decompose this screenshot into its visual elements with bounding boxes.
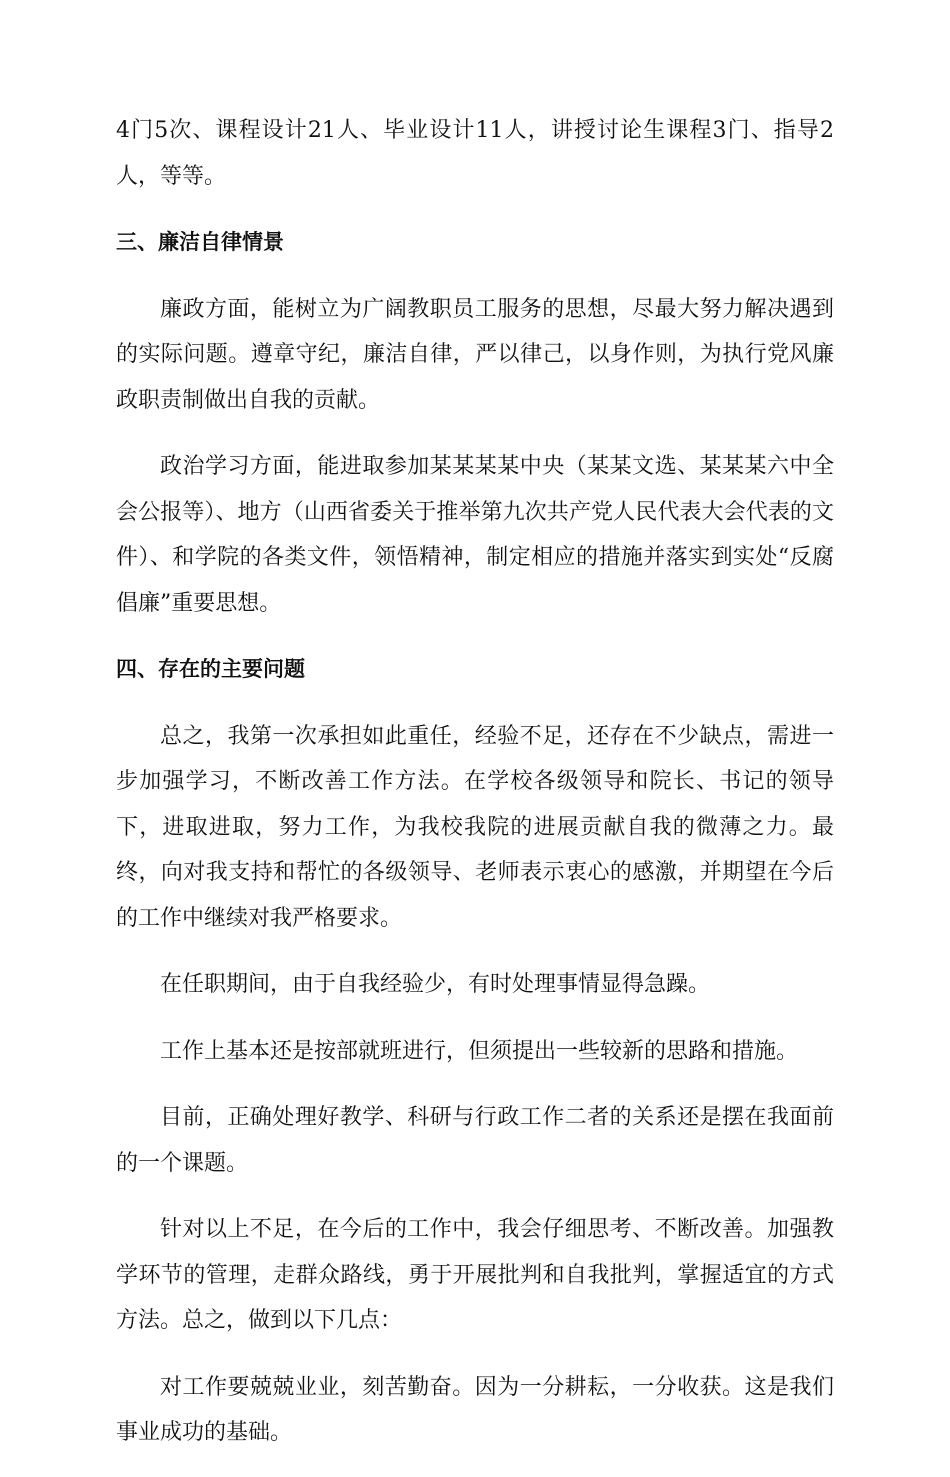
paragraph-political-study: 政治学习方面，能进取参加某某某某中央（某某文选、某某某六中全会公报等）、地方（山西省委关于推举第九次共产党人民代表大会代表的文件）、和学院的各类文件，领悟精神，制定相应的措施并落实到实处“反腐倡廉”重要思想。 [116, 454, 834, 616]
section-heading-integrity: 三、廉洁自律情景 [116, 230, 284, 254]
paragraph-routine: 工作上基本还是按部就班进行，但须提出一些较新的思路和措施。 [160, 1038, 799, 1064]
paragraph-summary: 总之，我第一次承担如此重任，经验不足，还存在不少缺点，需进一步加强学习，不断改善工作方法。在学校各级领导和院长、书记的领导下，进取进取，努力工作，为我校我院的进展贡献自我的微薄之力。最终，向对我支持和帮忙的各级领导、老师表示衷心的感激，并期望在今后的工作中继续对我严格要求。 [116, 723, 834, 931]
paragraph-workload-continuation: 4门5次、课程设计21人、毕业设计11人，讲授讨论生课程3门、指导2人，等等。 [116, 118, 834, 189]
document-body [116, 108, 834, 1477]
paragraph-diligence: 对工作要兢兢业业，刻苦勤奋。因为一分耕耘，一分收获。这是我们事业成功的基础。 [116, 1374, 834, 1445]
paragraph-improvement: 针对以上不足，在今后的工作中，我会仔细思考、不断改善。加强教学环节的管理，走群众路线，勇于开展批判和自我批判，掌握适宜的方式方法。总之，做到以下几点： [116, 1217, 834, 1333]
paragraph-balance: 目前，正确处理好教学、科研与行政工作二者的关系还是摆在我面前的一个课题。 [116, 1105, 834, 1176]
paragraph-experience: 在任职期间，由于自我经验少，有时处理事情显得急躁。 [160, 972, 711, 997]
section-heading-problems: 四、存在的主要问题 [116, 657, 305, 681]
paragraph-integrity: 廉政方面，能树立为广阔教职员工服务的思想，尽最大努力解决遇到的实际问题。遵章守纪，廉洁自律，严以律己，以身作则，为执行党风廉政职责制做出自我的贡献。 [116, 296, 834, 413]
